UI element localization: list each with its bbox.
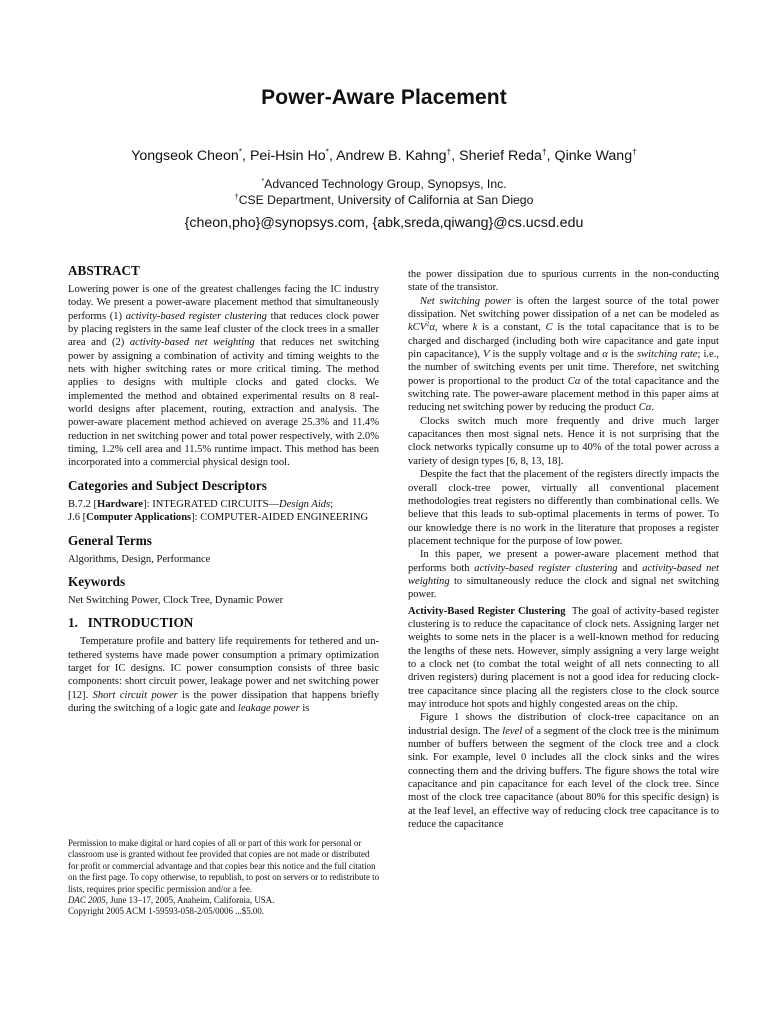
math-expression: Cα bbox=[638, 402, 652, 414]
author-list: Yongseok Cheon*, Pei-Hsin Ho*, Andrew B. Kahng†, Sherief Reda†, Qinke Wang† bbox=[131, 146, 637, 164]
conference-name: DAC 2005, bbox=[68, 895, 108, 906]
affiliation-mark: * bbox=[261, 175, 265, 185]
affiliation-text: CSE Department, University of California at San Diego bbox=[238, 193, 534, 207]
intro-emphasis: leakage power bbox=[237, 702, 300, 714]
abstract-text: that reduces clock power by placing registers in the same leaf cluster of the clock trees in a smaller area and (2) bbox=[68, 310, 379, 349]
author-name: Pei-Hsin Ho bbox=[249, 148, 326, 164]
body-paragraph: Clocks switch much more frequently and drive much larger capacitances then most signal nets. Hence it is not surprising that the clock networks typically consume up to 40% of the total power across a variety of design types [6, 8, 13, 18]. bbox=[408, 415, 719, 467]
math-expression: kCV bbox=[408, 322, 427, 334]
author-mark: † bbox=[541, 146, 547, 157]
general-terms-body: Algorithms, Design, Performance bbox=[68, 553, 211, 565]
conference-details: June 13–17, 2005, Anaheim, California, USA. bbox=[107, 895, 275, 906]
category-text: ; bbox=[330, 498, 334, 510]
abstract-emphasis: activity-based net weighting bbox=[129, 337, 255, 349]
math-exponent: 2 bbox=[426, 320, 430, 328]
permission-text: Permission to make digital or hard copies of all or part of this work for personal or classroom use is granted without fee provided that copies are not made or distributed for profit or commercial advantage and that copies bear this notice and the full citation on the first page. To copy otherwise, to republish, to post on servers or to redistribute to lists, requires prior specific permission and/or a fee. bbox=[68, 838, 380, 894]
body-text: is often the largest source of the total power dissipation. Net switching power dissipation of a net can be modeled as bbox=[408, 295, 719, 321]
affiliation-mark: † bbox=[234, 191, 239, 201]
copyright-line: Copyright 2005 ACM 1-59593-058-2/05/0006 ...$5.00. bbox=[68, 906, 264, 917]
intro-emphasis: Short circuit power bbox=[92, 689, 178, 701]
conference-line bbox=[68, 895, 379, 906]
category-text: B.7.2 [ bbox=[68, 498, 98, 510]
body-text: Figure 1 shows the distribution of clock-tree capacitance on an industrial design. The bbox=[408, 712, 719, 737]
math-expression: Cα bbox=[567, 375, 581, 387]
permission-footnote bbox=[68, 838, 379, 918]
author-name: Sherief Reda bbox=[459, 148, 542, 164]
paper-title: Power-Aware Placement bbox=[261, 86, 507, 109]
body-text: is the supply voltage and bbox=[489, 349, 603, 361]
category-emphasis: Design Aids bbox=[279, 498, 331, 510]
intro-text: is the power dissipation that happens briefly during the switching of a logic gate and bbox=[68, 689, 379, 714]
body-text: is a constant, bbox=[477, 322, 546, 334]
author-name: Yongseok Cheon bbox=[131, 148, 239, 164]
author-mark: † bbox=[446, 146, 452, 157]
body-text: . bbox=[651, 402, 655, 414]
author-name: Andrew B. Kahng bbox=[336, 148, 447, 164]
term-emphasis: activity-based register clustering bbox=[474, 562, 618, 574]
category-text: ]: COMPUTER-AIDED ENGINEERING bbox=[191, 512, 369, 524]
keywords-body: Net Switching Power, Clock Tree, Dynamic Power bbox=[68, 594, 284, 606]
term-emphasis: level bbox=[502, 725, 523, 737]
body-paragraph bbox=[408, 548, 719, 601]
math-symbol: C bbox=[545, 322, 553, 334]
body-paragraph bbox=[408, 711, 719, 831]
body-text: ; i.e., the number of switching events per unit time. Therefore, net switching power is proportional to the product bbox=[408, 349, 720, 387]
math-symbol: α bbox=[429, 322, 435, 334]
body-text: is the total capacitance that is to be charged and discharged (including both wire capacitance and gate input pin capacitance), bbox=[408, 322, 719, 361]
intro-text: Temperature profile and battery life requirements for tethered and un-tethered systems have made power consumption a primary optimization target for IC designs. IC power consumption consists of three basic components: short circuit power, leakage power and net switching power [12]. bbox=[68, 636, 379, 701]
abstract-body bbox=[68, 283, 379, 470]
introduction-heading: 1. INTRODUCTION bbox=[68, 615, 194, 631]
author-mark: * bbox=[325, 146, 329, 157]
general-terms-heading: General Terms bbox=[68, 532, 152, 548]
body-text: , where bbox=[434, 322, 473, 334]
category-bold: Hardware bbox=[97, 498, 144, 510]
right-column bbox=[408, 268, 722, 831]
math-symbol: V bbox=[482, 349, 490, 361]
math-symbol: α bbox=[602, 349, 608, 361]
body-text: and bbox=[617, 562, 643, 574]
body-paragraph: Despite the fact that the placement of the registers directly impacts the overall clock-tree power, virtually all conventional placement methodologies treat registers no differently than combinational cells. We believe that this leads to sub-optimal placements in terms of power. To our knowledge there is no work in the literature that proposes a register placement technique for the purpose of low power. bbox=[408, 469, 719, 547]
affiliation-synopsys bbox=[0, 177, 768, 191]
abstract-emphasis: activity-based register clustering bbox=[125, 310, 267, 322]
category-bold: Computer Applications bbox=[86, 512, 192, 524]
category-text: J.6 [ bbox=[68, 512, 87, 524]
affiliation-ucsd bbox=[0, 193, 768, 207]
body-text: is the bbox=[607, 349, 637, 361]
math-symbol: k bbox=[472, 322, 478, 334]
body-paragraph bbox=[408, 295, 719, 415]
term-emphasis: switching rate bbox=[636, 349, 698, 361]
introduction-paragraph bbox=[68, 635, 379, 715]
body-text: The goal of activity-based register clustering is to reduce the capacitance of clock nets. Assigning larger net weights to some nets in the placer is a well-known method for reducing the lengths of these nets. However, simply assigning a very large weight to a clock net (to combat the total weight of all nets connecting to all driven registers) during placement is not a good idea for reducing clock-tree capacitance since placing all the registers close to the clock source may introduce hot spots and highly congested areas on the chip. bbox=[408, 605, 722, 710]
author-mark: * bbox=[238, 146, 243, 157]
affiliation-text: Advanced Technology Group, Synopsys, Inc. bbox=[264, 177, 507, 191]
left-column bbox=[68, 263, 379, 715]
categories-heading: Categories and Subject Descriptors bbox=[68, 477, 267, 493]
category-text: ]: INTEGRATED CIRCUITS— bbox=[143, 498, 280, 510]
body-paragraph: the power dissipation due to spurious currents in the non-conducting state of the transistor. bbox=[408, 269, 719, 294]
body-text: of the total capacitance and the switching rate. The power-aware placement method in this paper aims at reducing net switching power by reducing the product bbox=[408, 375, 720, 414]
term-emphasis: Net switching power bbox=[420, 295, 512, 307]
body-text: In this paper, we present a power-aware placement method that performs both bbox=[408, 549, 719, 574]
body-text: of a segment of the clock tree is the minimum number of buffers between the segment of the clock tree and a clock sink. For example, level 0 includes all the clock sinks and the wires connecting them and the driving buffers. The figure shows the total wire capacitance and pin capacitance for each level of the clock tree. Since most of the clock tree capacitance (about 80% for this specific design) is at the leaf level, an effective way of reducing clock tree capacitance is to reduce the capacitance bbox=[408, 725, 719, 831]
author-mark: † bbox=[632, 146, 637, 157]
author-name: Qinke Wang bbox=[554, 148, 633, 164]
keywords-heading: Keywords bbox=[68, 573, 126, 589]
abstract-heading: ABSTRACT bbox=[68, 263, 140, 278]
term-emphasis: activity-based net weighting bbox=[408, 562, 719, 587]
intro-text: is bbox=[299, 702, 310, 714]
body-text: to simultaneously reduce the clock and signal net switching power. bbox=[408, 575, 719, 601]
author-emails: {cheon,pho}@synopsys.com, {abk,sreda,qiwang}@cs.ucsd.edu bbox=[184, 215, 584, 231]
abstract-text: Lowering power is one of the greatest challenges facing the IC industry today. We present a power-aware placement method that simultaneously performs (1) bbox=[68, 284, 379, 322]
abstract-text: that reduces net switching power by assigning a combination of activity and timing weights to the nets with higher switching rates or more critical timing. The method applies to designs with multiple clocks and gated clocks. We implemented the method and obtained experimental results on 8 real-world designs after placement, routing, extraction and analysis. The power-aware placement method achieved on average 25.3% and 11.4% reduction in net switching power and total power respectively, with 2.0% timing, 1.2% cell area and 11.5% runtime impact. This method has been incorporated into a commercial physical design tool. bbox=[68, 337, 380, 469]
body-paragraph bbox=[408, 605, 722, 712]
categories-body bbox=[68, 498, 379, 525]
runin-heading: Activity-Based Register Clustering bbox=[408, 605, 566, 617]
